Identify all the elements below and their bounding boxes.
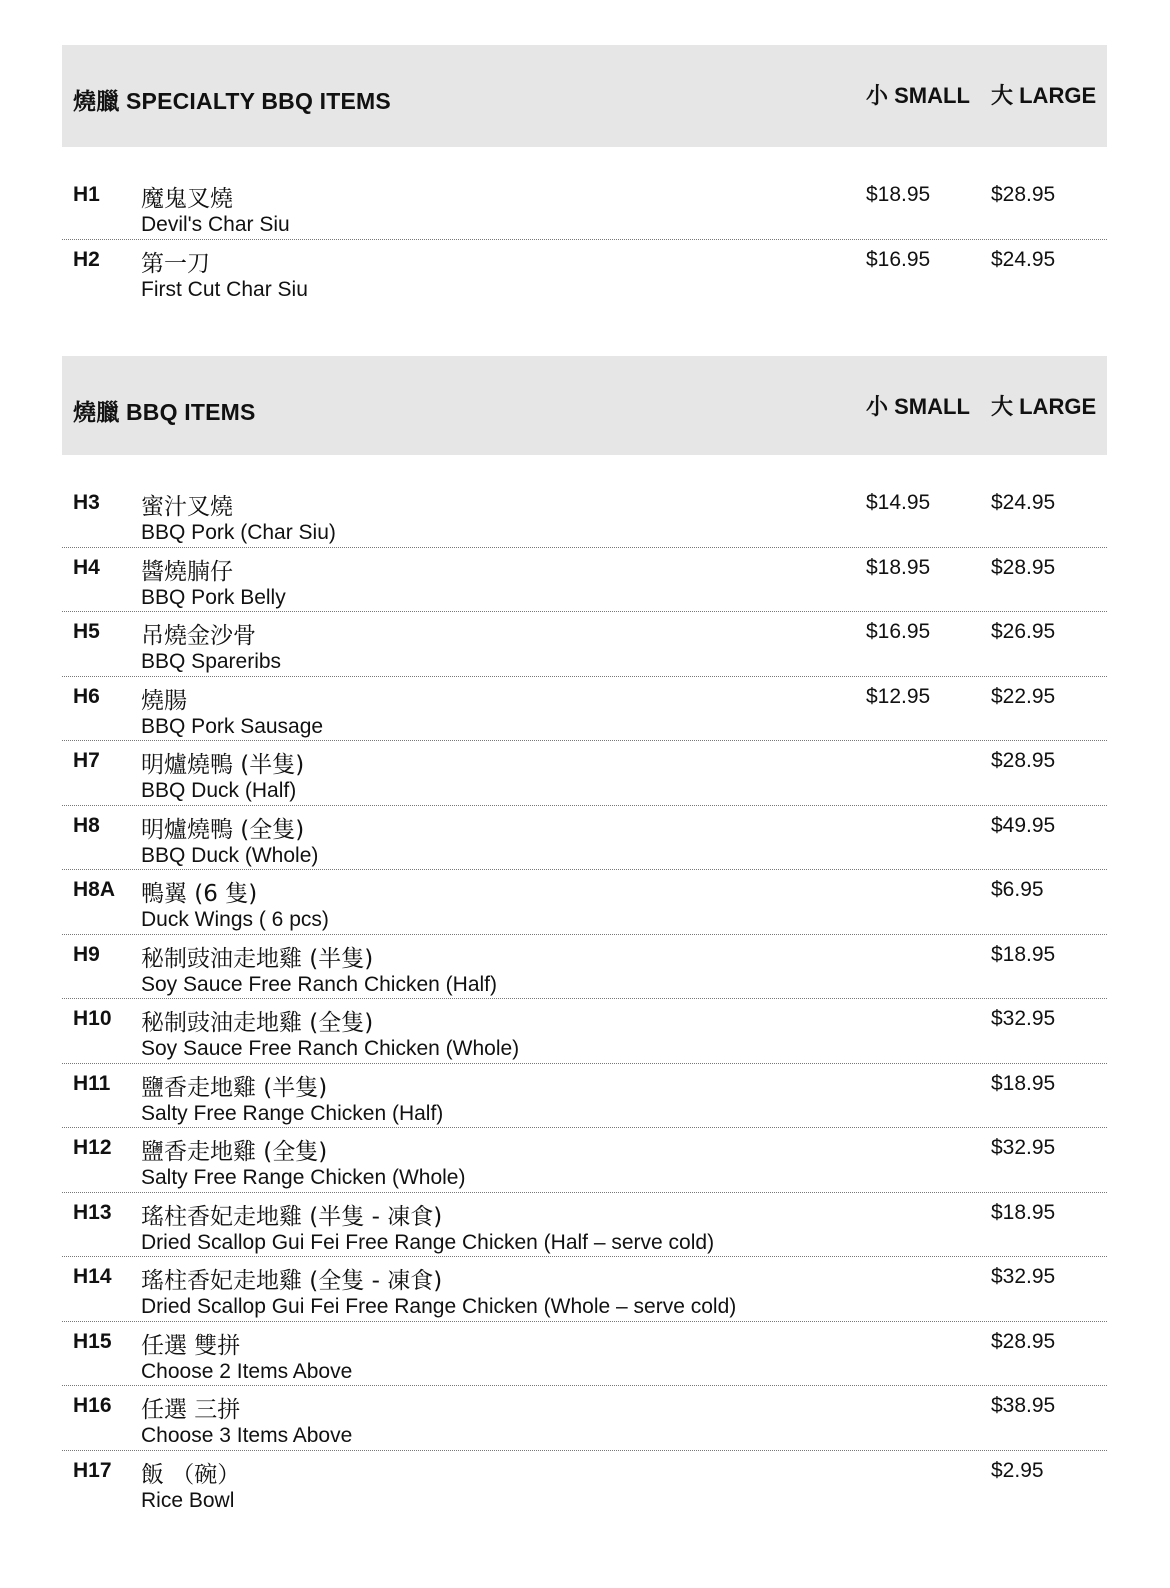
bbq-items-section — [62, 356, 1107, 1515]
item-chinese-name: 鹽香走地雞 (全隻) — [141, 1139, 328, 1165]
item-list — [62, 175, 1107, 304]
item-english-name: BBQ Spareribs — [141, 650, 282, 673]
item-code: H8A — [73, 878, 116, 901]
large-price: $18.95 — [991, 942, 1056, 966]
item-code: H12 — [73, 1136, 112, 1159]
item-english-name: Salty Free Range Chicken (Half) — [141, 1101, 444, 1125]
item-english-name: Rice Bowl — [141, 1488, 235, 1512]
item-english-name: Dried Scallop Gui Fei Free Range Chicken (Whole – serve cold) — [141, 1295, 737, 1318]
menu-item-row — [62, 1193, 1107, 1258]
item-chinese-name: 秘制豉油走地雞 (半隻) — [141, 945, 374, 972]
item-code: H3 — [73, 491, 100, 514]
menu-item-row — [62, 548, 1107, 613]
large-price: $22.95 — [991, 684, 1056, 708]
item-english-name: BBQ Pork Sausage — [141, 714, 324, 738]
item-code: H2 — [73, 247, 100, 271]
item-code: H9 — [73, 942, 100, 966]
item-english-name: Soy Sauce Free Ranch Chicken (Whole) — [141, 1037, 520, 1060]
large-price: $24.95 — [991, 247, 1056, 271]
menu-item-row — [62, 999, 1107, 1064]
item-code: H4 — [73, 555, 100, 579]
item-chinese-name: 秘制豉油走地雞 (全隻) — [141, 1010, 374, 1036]
small-price: $12.95 — [866, 684, 931, 708]
item-code: H13 — [73, 1200, 112, 1224]
item-code: H14 — [73, 1265, 112, 1288]
small-price: $16.95 — [866, 247, 931, 271]
item-english-name: Choose 2 Items Above — [141, 1359, 353, 1383]
item-code: H8 — [73, 813, 100, 837]
section-header — [62, 356, 1107, 455]
large-price: $6.95 — [991, 878, 1044, 901]
item-chinese-name: 明爐燒鴨 (全隻) — [141, 816, 305, 843]
menu-item-row — [62, 483, 1107, 548]
large-column-header: 大 LARGE — [991, 83, 1097, 108]
small-price: $14.95 — [866, 491, 931, 514]
large-price: $2.95 — [991, 1458, 1044, 1482]
menu-item-row — [62, 1128, 1107, 1193]
item-chinese-name: 瑤柱香妃走地雞 (半隻 - 凍食) — [141, 1203, 443, 1230]
item-code: H6 — [73, 684, 100, 708]
item-chinese-name: 鴨翼 (6 隻) — [141, 881, 258, 907]
item-code: H11 — [73, 1071, 111, 1095]
menu-item-row — [62, 1386, 1107, 1451]
menu-item-row — [62, 1064, 1107, 1129]
small-price: $16.95 — [866, 620, 931, 643]
item-english-name: Salty Free Range Chicken (Whole) — [141, 1166, 466, 1189]
large-price: $26.95 — [991, 620, 1056, 643]
item-code: H7 — [73, 749, 100, 772]
large-price: $18.95 — [991, 1071, 1056, 1095]
large-price: $28.95 — [991, 749, 1056, 772]
item-chinese-name: 燒腸 — [141, 687, 187, 714]
item-english-name: Soy Sauce Free Ranch Chicken (Half) — [141, 972, 497, 996]
small-price: $18.95 — [866, 183, 931, 206]
large-price: $32.95 — [991, 1136, 1056, 1159]
menu-item-row — [62, 870, 1107, 935]
item-code: H1 — [73, 183, 100, 206]
item-english-name: Dried Scallop Gui Fei Free Range Chicken (Half – serve cold) — [141, 1230, 715, 1254]
menu-item-row — [62, 1451, 1107, 1516]
item-code: H16 — [73, 1394, 112, 1417]
large-column-header: 大 LARGE — [991, 394, 1097, 419]
menu-item-row — [62, 1257, 1107, 1322]
item-english-name: First Cut Char Siu — [141, 277, 308, 301]
menu-item-row — [62, 240, 1107, 305]
item-chinese-name: 瑤柱香妃走地雞 (全隻 - 凍食) — [141, 1268, 443, 1294]
item-code: H15 — [73, 1329, 112, 1353]
item-chinese-name: 魔鬼叉燒 — [141, 186, 233, 212]
menu-item-row — [62, 935, 1107, 1000]
item-code: H5 — [73, 620, 100, 643]
item-code: H17 — [73, 1458, 112, 1482]
menu-item-row — [62, 677, 1107, 742]
menu-item-row — [62, 806, 1107, 871]
large-price: $38.95 — [991, 1394, 1056, 1417]
item-chinese-name: 任選 三拼 — [141, 1397, 241, 1423]
item-english-name: Choose 3 Items Above — [141, 1424, 353, 1447]
item-chinese-name: 醬燒腩仔 — [141, 558, 233, 585]
item-english-name: Devil's Char Siu — [141, 213, 290, 236]
item-chinese-name: 第一刀 — [141, 250, 210, 277]
menu-item-row — [62, 1322, 1107, 1387]
menu-item-row — [62, 175, 1107, 240]
large-price: $24.95 — [991, 491, 1056, 514]
section-header — [62, 45, 1107, 147]
item-english-name: BBQ Duck (Half) — [141, 779, 297, 802]
large-price: $28.95 — [991, 1329, 1056, 1353]
large-price: $18.95 — [991, 1200, 1056, 1224]
item-chinese-name: 明爐燒鴨 (半隻) — [141, 752, 305, 778]
item-chinese-name: 任選 雙拼 — [141, 1332, 241, 1359]
small-column-header: 小 SMALL — [866, 394, 970, 419]
item-list — [62, 483, 1107, 1515]
menu-item-row — [62, 741, 1107, 806]
menu-item-row — [62, 612, 1107, 677]
small-column-header: 小 SMALL — [866, 83, 970, 108]
item-english-name: BBQ Duck (Whole) — [141, 843, 319, 867]
large-price: $32.95 — [991, 1007, 1056, 1030]
item-english-name: BBQ Pork Belly — [141, 585, 286, 609]
section-title: 燒臘 SPECIALTY BBQ ITEMS — [73, 88, 391, 114]
specialty-bbq-section — [62, 45, 1107, 304]
item-chinese-name: 蜜汁叉燒 — [141, 494, 233, 520]
large-price: $32.95 — [991, 1265, 1056, 1288]
item-code: H10 — [73, 1007, 112, 1030]
large-price: $28.95 — [991, 555, 1056, 579]
section-title: 燒臘 BBQ ITEMS — [73, 399, 256, 425]
item-english-name: Duck Wings ( 6 pcs) — [141, 908, 329, 931]
large-price: $49.95 — [991, 813, 1056, 837]
item-chinese-name: 吊燒金沙骨 — [141, 623, 256, 649]
large-price: $28.95 — [991, 183, 1056, 206]
small-price: $18.95 — [866, 555, 931, 579]
item-chinese-name: 飯 （碗） — [141, 1461, 241, 1488]
item-english-name: BBQ Pork (Char Siu) — [141, 521, 336, 544]
item-chinese-name: 鹽香走地雞 (半隻) — [141, 1074, 328, 1101]
